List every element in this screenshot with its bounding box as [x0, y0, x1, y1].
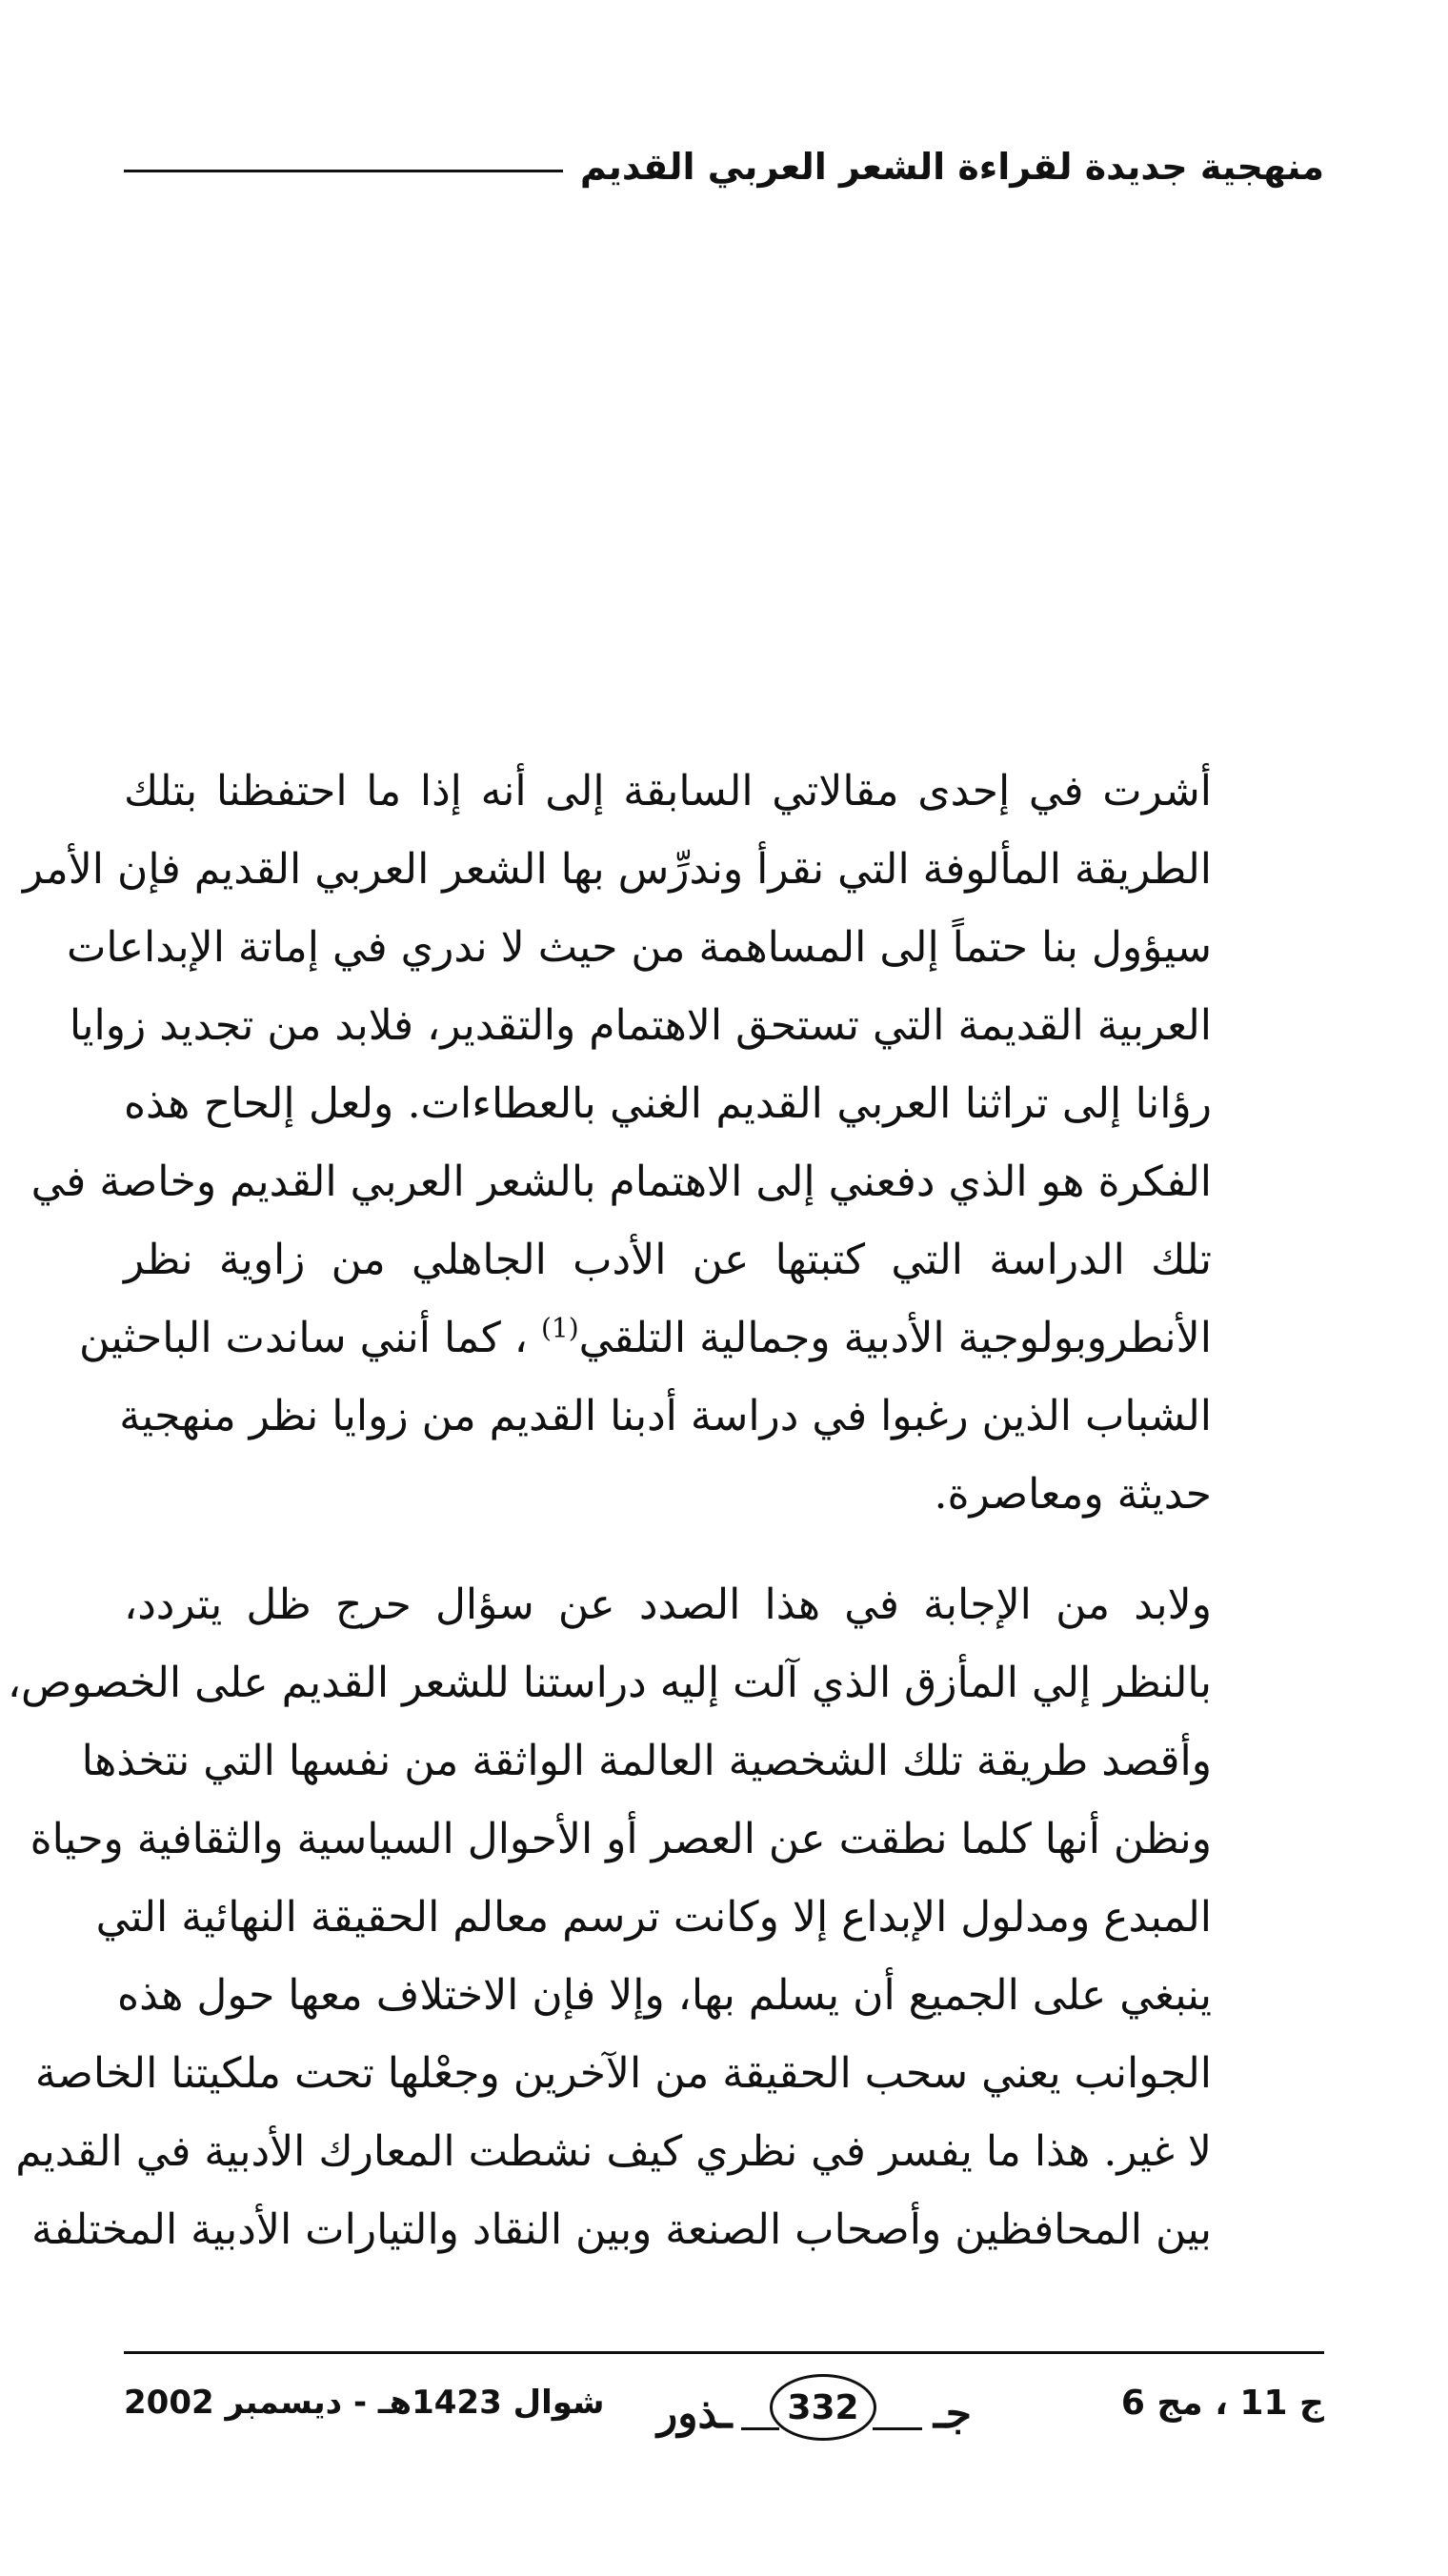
text-line: ينبغي على الجميع أن يسلم بها، وإلا فإن الاختلاف معها حول هذه: [117, 1971, 1212, 2020]
volume-number: ج 11 ، مج 6: [1120, 2384, 1324, 2423]
text-line: بالنظر إلي المأزق الذي آلت إليه دراستنا للشعر القديم على الخصوص،: [7, 1659, 1212, 1707]
text-line: الجوانب يعني سحب الحقيقة من الآخرين وجعْلها تحت ملكيتنا الخاصة: [34, 2049, 1212, 2098]
paragraph-2: [7, 1566, 1324, 2269]
text-line-with-footnote: [79, 1299, 1324, 1378]
footer-rule: [124, 2351, 1324, 2354]
text-line: أشرت في إحدى مقالاتي السابقة إلى أنه إذا ما احتفظنا بتلك: [124, 767, 1212, 815]
text-line: بين المحافظين وأصحاب الصنعة وبين النقاد والتيارات الأدبية المختلفة: [31, 2205, 1212, 2254]
text-line: تلك الدراسة التي كتبتها عن الأدب الجاهلي من زاوية نظر: [124, 1236, 1212, 1284]
text-fragment: الأنطروبولوجية الأدبية وجمالية التلقي: [578, 1314, 1212, 1362]
journal-logo: [657, 2368, 972, 2454]
page-footer: [124, 2363, 1324, 2467]
text-line: رؤانا إلى تراثنا العربي القديم الغني بالعطاءات. ولعل إلحاح هذه: [124, 1079, 1212, 1128]
text-line: حديثة ومعاصرة.: [934, 1470, 1212, 1519]
paragraph-1: [22, 753, 1324, 1534]
text-line: لا غير. هذا ما يفسر في نظري كيف نشطت المعارك الأدبية في القديم: [15, 2127, 1212, 2176]
issue-date: شوال 1423هـ - ديسمبر 2002: [124, 2384, 605, 2422]
footnote-reference[interactable]: (1): [540, 1312, 579, 1344]
header-rule: [124, 170, 563, 172]
text-line: الشباب الذين رغبوا في دراسة أدبنا القديم من زوايا نظر منهجية: [119, 1392, 1212, 1440]
text-line: الفكرة هو الذي دفعني إلى الاهتمام بالشعر العربي القديم وخاصة في: [30, 1157, 1212, 1206]
text-fragment: ، كما أنني ساندت الباحثين: [79, 1314, 528, 1362]
text-line: العربية القديمة التي تستحق الاهتمام والتقدير، فلابد من تجديد زوايا: [69, 1001, 1212, 1050]
page-number: 332: [770, 2374, 876, 2441]
logo-bar: [873, 2427, 922, 2430]
text-line: وأقصد طريقة تلك الشخصية العالمة الواثقة من نفسها التي نتخذها: [81, 1737, 1212, 1785]
journal-name-part: ـذور: [657, 2389, 733, 2438]
text-line: الطريقة المألوفة التي نقرأ وندرِّس بها الشعر العربي القديم فإن الأمر: [22, 845, 1212, 894]
running-header: [124, 133, 1324, 200]
text-line: ولابد من الإجابة في هذا الصدد عن سؤال حرج ظل يتردد،: [124, 1580, 1212, 1629]
journal-name-part: جـ: [933, 2389, 972, 2438]
text-line: ونظن أنها كلما نطقت عن العصر أو الأحوال السياسية والثقافية وحياة: [30, 1815, 1212, 1863]
text-line: سيؤول بنا حتماً إلى المساهمة من حيث لا ندري في إماتة الإبداعات: [66, 923, 1212, 972]
text-line: المبدع ومدلول الإبداع إلا وكانت ترسم معالم الحقيقة النهائية التي: [95, 1893, 1212, 1942]
logo-bar: [741, 2427, 779, 2430]
article-body: [7, 753, 1324, 2269]
running-header-title: منهجية جديدة لقراءة الشعر العربي القديم: [579, 146, 1324, 188]
